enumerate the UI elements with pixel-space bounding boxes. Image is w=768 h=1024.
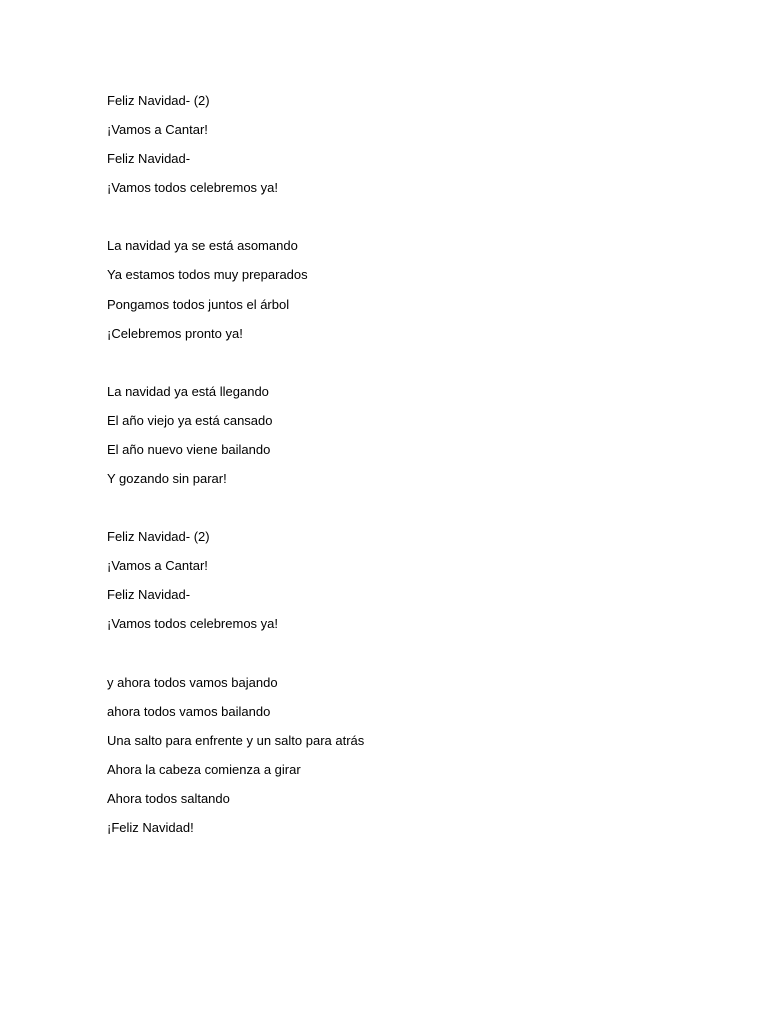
stanza-2	[107, 237, 727, 353]
lyric-line: ¡Vamos a Cantar!	[107, 558, 208, 574]
lyric-line: Pongamos todos juntos el árbol	[107, 296, 290, 312]
lyric-line: El año viejo ya está cansado	[107, 412, 273, 428]
lyric-line: ¡Celebremos pronto ya!	[107, 325, 243, 341]
lyric-line: Y gozando sin parar!	[107, 471, 227, 487]
stanza-5	[107, 674, 727, 849]
lyric-line: Feliz Navidad-	[107, 151, 191, 167]
document-page	[107, 92, 727, 877]
lyric-line: Feliz Navidad- (2)	[107, 93, 210, 108]
stanza-3	[107, 383, 727, 499]
lyric-line: Feliz Navidad-	[107, 587, 191, 603]
lyric-line: El año nuevo viene bailando	[107, 441, 271, 457]
lyric-line: La navidad ya se está asomando	[107, 238, 298, 254]
lyric-line: Ya estamos todos muy preparados	[107, 267, 308, 283]
lyric-line: Feliz Navidad- (2)	[107, 529, 210, 545]
lyric-line: Ahora la cabeza comienza a girar	[107, 761, 301, 777]
lyric-line: Ahora todos saltando	[107, 790, 230, 806]
lyric-line: ahora todos vamos bailando	[107, 703, 271, 719]
lyric-line: ¡Vamos todos celebremos ya!	[107, 180, 278, 196]
lyric-line: y ahora todos vamos bajando	[107, 674, 278, 690]
lyric-line: ¡Vamos a Cantar!	[107, 122, 208, 138]
lyric-line: Una salto para enfrente y un salto para atrás	[107, 732, 365, 748]
lyric-line: ¡Feliz Navidad!	[107, 819, 194, 835]
lyric-line: ¡Vamos todos celebremos ya!	[107, 616, 278, 632]
stanza-1	[107, 92, 727, 208]
stanza-4	[107, 528, 727, 644]
lyric-line: La navidad ya está llegando	[107, 383, 269, 399]
